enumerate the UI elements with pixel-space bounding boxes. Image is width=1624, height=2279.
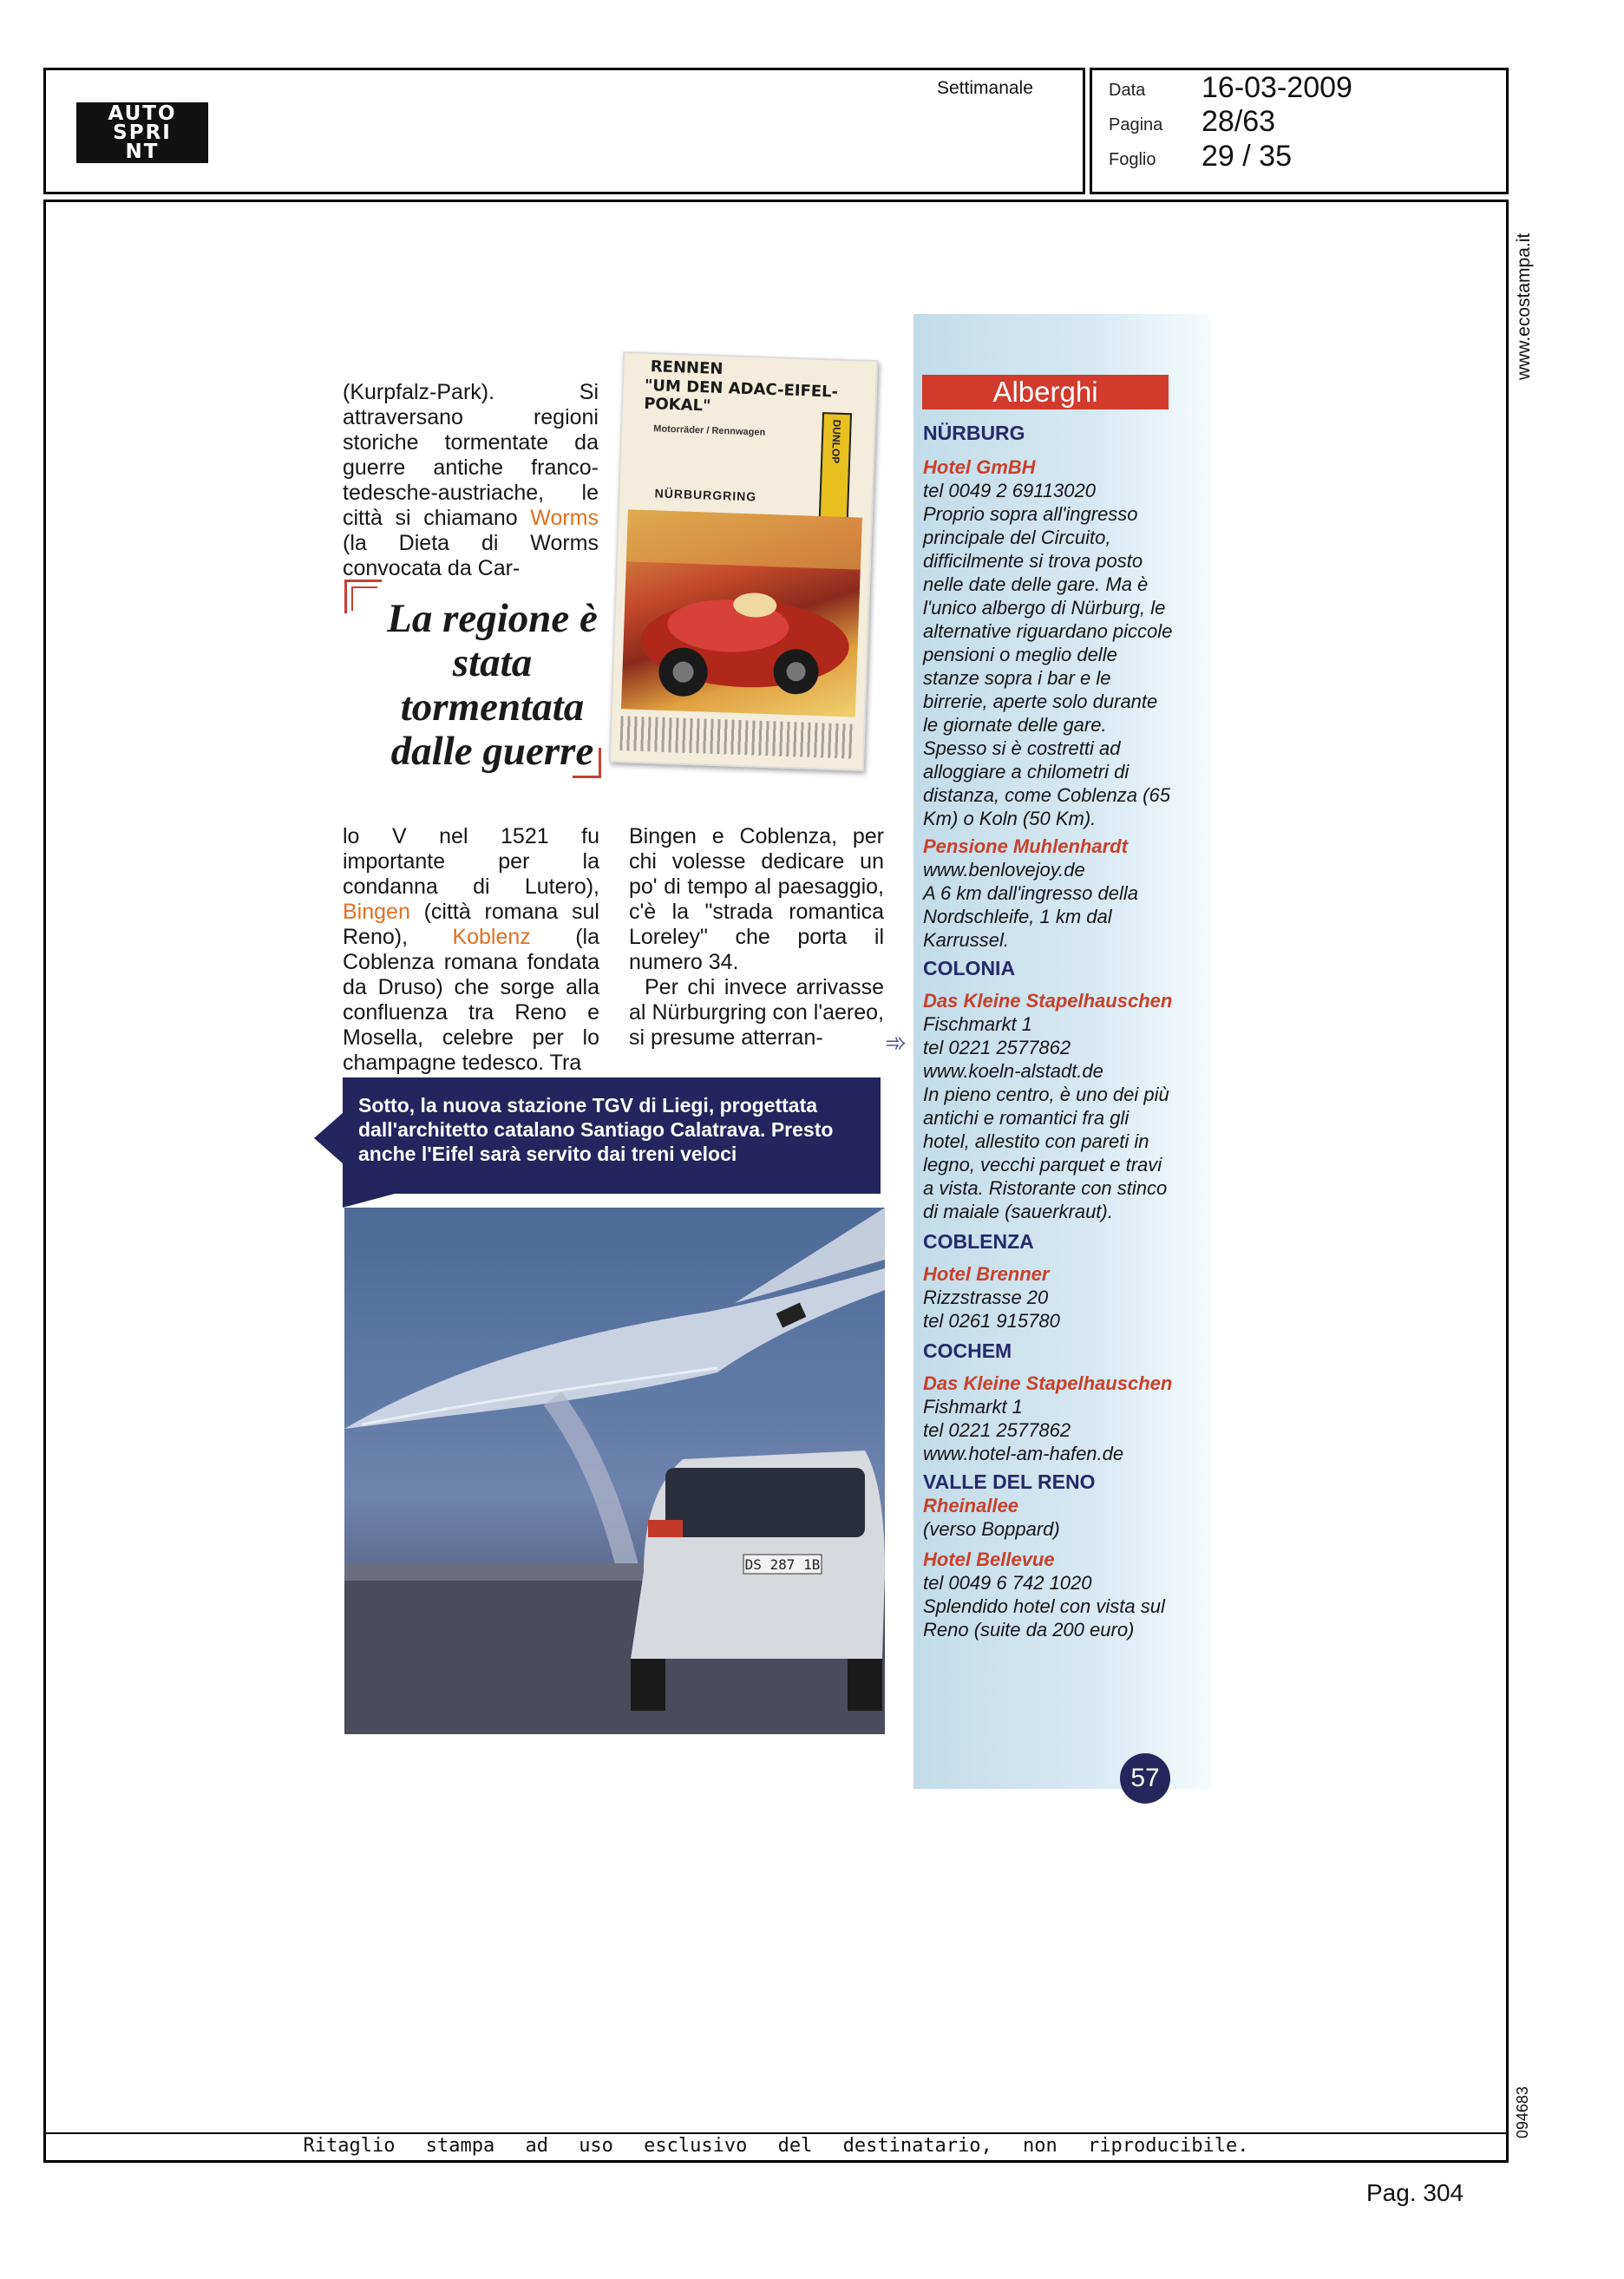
poster-race-car-art: [621, 509, 862, 717]
page-value: 28/63: [1202, 105, 1276, 138]
hotel-desc: Splendido hotel con vista sul Reno (suite da 200 euro): [923, 1595, 1165, 1640]
text-segment: (la Dieta di Worms convocata da Car-: [343, 531, 599, 580]
footer-divider: [43, 2132, 1509, 2134]
pull-quote: La regione è stata tormentata dalle guerre: [387, 596, 598, 774]
paragraph: Bingen e Coblenza, per chi volesse dedicare un po' di tempo al paesaggio, c'è la "strada romantica Loreley" che porta il numero 34.: [629, 824, 884, 974]
poster-fineprint: [619, 716, 855, 758]
continue-arrow-icon: ➾: [885, 1029, 907, 1058]
article-column-2-bottom: [629, 824, 884, 1051]
hotel-name: Das Kleine Stapelhauschen: [923, 990, 1173, 1012]
hotel-name: Pensione Muhlenhardt: [923, 835, 1128, 857]
hotel-note: (verso Boppard): [923, 1518, 1060, 1540]
autosprint-logo: [76, 102, 208, 163]
hotel-tel: tel 0221 2577862: [923, 1419, 1071, 1441]
logo-line-1: AUTO: [108, 102, 177, 125]
quote-close-mark: [573, 748, 601, 778]
hotel-name: Hotel Bellevue: [923, 1549, 1055, 1570]
liege-station-photo: [344, 1208, 885, 1734]
hotel-tel: tel 0049 2 69113020: [923, 480, 1096, 501]
text-segment: (la Coblenza romana fondata da Druso) che sorge alla confluenza tra Reno e Mosella, celebre per lo champagne tedesco. Tra: [343, 925, 600, 1075]
frequency-label: Settimanale: [937, 78, 1033, 98]
poster-subtitle: Motorräder / Rennwagen: [653, 423, 766, 438]
hotel-name: Rheinallee: [923, 1495, 1019, 1516]
side-url[interactable]: www.ecostampa.it: [1514, 232, 1534, 380]
hotel-desc: A 6 km dall'ingresso della Nordschleife, 1 km dal Karrussel.: [923, 882, 1138, 951]
text-segment: (città romana sul Reno),: [343, 900, 599, 949]
caption-pointer: [314, 1112, 344, 1164]
side-code: 094683: [1514, 2086, 1531, 2138]
hotel-web[interactable]: www.koeln-alstadt.de: [923, 1060, 1103, 1082]
hotel-name: Das Kleine Stapelhauschen: [923, 1372, 1173, 1394]
poster-dunlop-sign: [819, 412, 852, 521]
hotel-addr: Fischmarkt 1: [923, 1013, 1032, 1035]
side-url-wrapper: [1514, 215, 1549, 380]
hotel-addr: Rizzstrasse 20: [923, 1287, 1049, 1308]
hotel-list: [923, 422, 1175, 1641]
footer-notice: Ritaglio stampa ad uso esclusivo del destinatario, non riproducibile.: [303, 2135, 1249, 2157]
hotel-web[interactable]: www.benlovejoy.de: [923, 859, 1085, 881]
city-heading: COCHEM: [923, 1339, 1012, 1362]
article-column-1-bottom: [343, 824, 599, 1076]
city-heading: COLONIA: [923, 957, 1016, 979]
article-column-1-top: [343, 380, 599, 581]
sheet-label: Foglio: [1109, 150, 1156, 169]
calatrava-roof-illustration: [344, 1208, 885, 1734]
poster-title-2: "UM DEN ADAC-EIFEL-POKAL": [643, 376, 839, 416]
magazine-page-number: 57: [1120, 1753, 1170, 1804]
hotel-desc: Proprio sopra all'ingresso principale del Circuito, difficilmente si trova posto nelle date delle gare. Ma è l'unico albergo di Nürburg, le alternative riguardano piccole pensioni o meglio delle stanze sopra i bar e le birrerie, aperte solo durante le giornate delle gare. Spesso si è costretti ad alloggiare a chilometri di distanza, come Coblenza (65 Km) o Koln (50 Km).: [923, 503, 1173, 829]
text-segment: lo V nel 1521 fu importante per la condanna di Lutero),: [343, 824, 599, 899]
hotel-tel: tel 0049 6 742 1020: [923, 1572, 1092, 1594]
date-label: Data: [1109, 81, 1146, 100]
poster-place: NÜRBURGRING: [654, 486, 757, 504]
page-number-footer: Pag. 304: [1366, 2179, 1464, 2206]
logo-line-2: SPRI: [113, 121, 172, 144]
hotel-tel: tel 0221 2577862: [923, 1037, 1071, 1058]
hotel-web[interactable]: www.hotel-am-hafen.de: [923, 1443, 1124, 1464]
hotel-desc: In pieno centro, è uno dei più antichi e romantici fra gli hotel, allestito con pareti in legno, vecchi parquet e travi a vista. Ristorante con stinco di maiale (sauerkraut).: [923, 1084, 1169, 1222]
poster-title-1: RENNEN: [650, 357, 724, 379]
license-plate: DS 287 1B: [744, 1556, 821, 1573]
sheet-value: 29 / 35: [1202, 140, 1292, 173]
page-label: Pagina: [1109, 115, 1163, 134]
side-code-wrapper: [1514, 2069, 1540, 2138]
city-heading: NÜRBURG: [923, 422, 1025, 444]
worms-highlight: Worms: [530, 506, 599, 530]
logo-line-3: NT: [125, 141, 160, 163]
sidebar-title: Alberghi: [922, 375, 1169, 409]
photo-caption-box: [343, 1077, 881, 1194]
paragraph: Per chi invece arrivasse al Nürburgring con l'aereo, si presume atterran-: [629, 975, 884, 1050]
date-value: 16-03-2009: [1202, 71, 1352, 104]
koblenz-highlight: Koblenz: [452, 925, 531, 949]
caption-tail: [343, 1194, 395, 1208]
hotel-addr: Fishmarkt 1: [923, 1396, 1023, 1418]
hotel-name: Hotel GmBH: [923, 456, 1036, 478]
hotel-tel: tel 0261 915780: [923, 1310, 1060, 1332]
photo-caption: Sotto, la nuova stazione TGV di Liegi, progettata dall'architetto catalano Santiago Calatrava. Presto anche l'Eifel sarà servito dai treni veloci: [358, 1094, 834, 1165]
poster-sign-text: DUNLOP: [829, 419, 843, 464]
city-heading: VALLE DEL RENO: [923, 1470, 1096, 1493]
race-car-illustration: [621, 509, 862, 717]
hotel-name: Hotel Brenner: [923, 1263, 1050, 1285]
text-segment: (Kurpfalz-Park). Si attraversano regioni storiche tormentate da guerre antiche franco-tedesche-austriache, le città si chiamano: [343, 380, 599, 530]
race-poster-image: [609, 351, 878, 771]
city-heading: COBLENZA: [923, 1230, 1034, 1253]
bingen-highlight: Bingen: [343, 900, 410, 924]
